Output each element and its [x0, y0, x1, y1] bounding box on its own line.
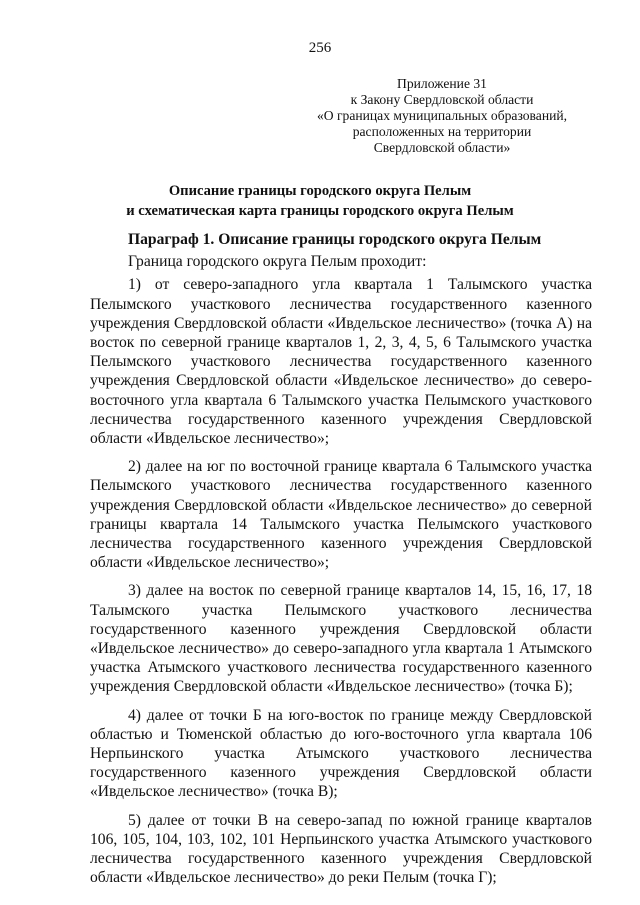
appendix-line: «О границах муниципальных образований, [316, 108, 568, 123]
title-line-2: и схематическая карта границы городского округа Пелым [126, 203, 514, 219]
appendix-line: к Закону Свердловской области [350, 92, 534, 107]
document-title [0, 181, 640, 221]
boundary-item-3: 3) далее на восток по северной границе кварталов 14, 15, 16, 17, 18 Талымского участка Пелымского участкового лесничества государственного казенного учреждения Свердловской области «Ивдельское лесничество» до северо-западного угла квартала 1 Атымского участка Атымского участкового лесничества государственного казенного учреждения Свердловской области «Ивдельское лесничество» (точка Б); [90, 582, 592, 696]
boundary-item-2: 2) далее на юг по восточной границе квартала 6 Талымского участка Пелымского участкового лесничества государственного казенного учреждения Свердловской области «Ивдельское лесничество» до северной границы квартала 14 Талымского участка Пелымского участкового лесничества государственного казенного учреждения Свердловской области «Ивдельское лесничество»; [90, 458, 592, 572]
appendix-line: Приложение 31 [397, 76, 487, 91]
appendix-header [292, 76, 592, 156]
boundary-item-1: 1) от северо-западного угла квартала 1 Талымского участка Пелымского участкового лесничества государственного казенного учреждения Свердловской области «Ивдельское лесничество» (точка А) на восток по северной границе кварталов 1, 2, 3, 4, 5, 6 Талымского участка Пелымского участкового лесничества государственного казенного учреждения Свердловской области «Ивдельское лесничество» до северо-восточного угла квартала 6 Талымского участка Пелымского участкового лесничества государственного казенного учреждения Свердловской области «Ивдельское лесничество»; [90, 276, 592, 448]
title-line-1: Описание границы городского округа Пелым [168, 183, 472, 199]
appendix-line: Свердловской области» [373, 140, 511, 155]
lead-text: Граница городского округа Пелым проходит: [128, 253, 427, 271]
page-number: 256 [308, 40, 332, 56]
boundary-item-5: 5) далее от точки В на северо-запад по южной границе кварталов 106, 105, 104, 103, 102, 101 Нерпьинского участка Атымского участкового лесничества государственного казенного учреждения Свердловской области «Ивдельское лесничество» до реки Пелым (точка Г); [90, 811, 592, 887]
document-body [90, 230, 592, 897]
paragraph-heading: Параграф 1. Описание границы городского округа Пелым [128, 231, 542, 248]
appendix-line: расположенных на территории [352, 124, 532, 139]
boundary-item-4: 4) далее от точки Б на юго-восток по границе между Свердловской областью и Тюменской областью до юго-восточного угла квартала 106 Нерпьинского участка Атымского участкового лесничества государственного казенного учреждения Свердловской области «Ивдельское лесничество» (точка В); [90, 706, 592, 801]
